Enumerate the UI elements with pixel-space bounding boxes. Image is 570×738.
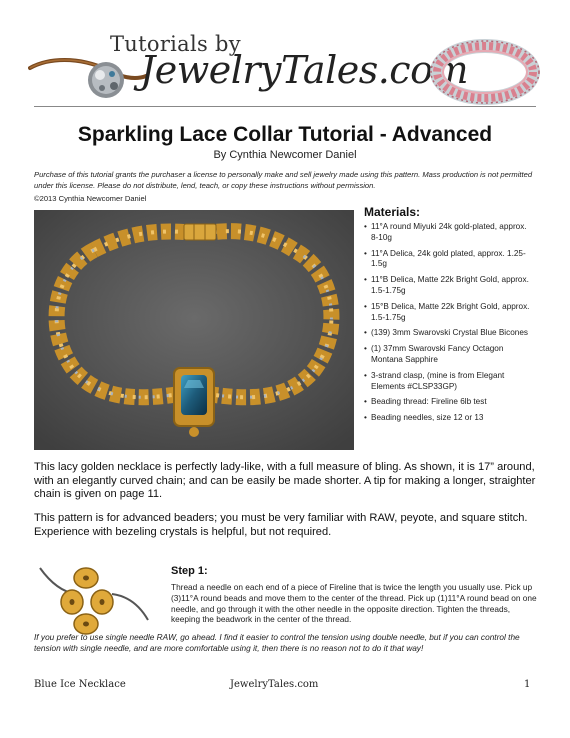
materials-item: • 3-strand clasp, (mine is from Elegant Elements #CLSP33GP) [364, 371, 536, 393]
author-byline: By Cynthia Newcomer Daniel [213, 149, 357, 161]
tutorials-by-label: Tutorials by [110, 32, 241, 56]
page-title: Sparkling Lace Collar Tutorial - Advanced [77, 123, 493, 146]
single-needle-note: If you prefer to use single needle RAW, go ahead. I find it easier to control the tension using double needle, but if you can control the tension with single needle, and are more comfortable using it, then there is no reason not to do it that way! [34, 632, 520, 654]
materials-item: • (139) 3mm Swarovski Crystal Blue Bicones [364, 328, 536, 339]
bracelet-image [430, 34, 540, 106]
step1-heading: Step 1: [171, 565, 208, 577]
footer-site: JewelryTales.com [230, 679, 319, 690]
materials-item: • 11°B Delica, Matte 22k Bright Gold, approx. 1.5-1.75g [364, 275, 536, 297]
materials-item: • 11°A Delica, 24k gold plated, approx. 1.25-1.5g [364, 249, 536, 271]
license-notice: Purchase of this tutorial grants the purchaser a license to personally make and sell jewelry made using this pattern. Mass production is not permitted under this license. Please do not distribute, lend, teach, or copy these instructions without permission. [34, 170, 533, 190]
necklace-photo [34, 210, 354, 450]
header-divider [34, 106, 536, 107]
footer-project-name: Blue Ice Necklace [34, 679, 126, 690]
materials-item: • Beading thread: Fireline 6lb test [364, 397, 536, 408]
intro-paragraph: This lacy golden necklace is perfectly lady-like, with a full measure of bling. As shown, it is 17” around, with an elegantly curved chain; and can be easily be made shorter. A tip for making a longer, straighter chain is given on page 11. [34, 461, 536, 500]
page-number: 1 [524, 679, 531, 690]
brand-logo-text: JewelryTales.com [140, 48, 468, 92]
materials-item: • 11°A round Miyuki 24k gold-plated, approx. 8-10g [364, 222, 536, 244]
step1-instructions: Thread a needle on each end of a piece of Fireline that is twice the length you usually use. Pick up (3)11°A round beads and move them to the center of the thread. Pick up (1)11°A round bead on one needle, and go through it with the other needle in the opposite direction. Tighten the threads, keeping the beadwork in the center of the thread. [171, 582, 537, 625]
materials-heading: Materials: [364, 205, 421, 219]
materials-item: • 15°B Delica, Matte 22k Bright Gold, approx. 1.5-1.75g [364, 302, 536, 324]
materials-list [364, 222, 536, 424]
materials-section [364, 205, 536, 429]
copyright-notice: ©2013 Cynthia Newcomer Daniel [34, 194, 147, 203]
materials-item: • Beading needles, size 12 or 13 [364, 413, 536, 424]
bead-diagram [36, 562, 152, 636]
skill-paragraph: This pattern is for advanced beaders; you must be very familiar with RAW, peyote, and square stitch. Experience with bezeling crystals is helpful, but not required. [34, 512, 528, 538]
materials-item: • (1) 37mm Swarovski Fancy Octagon Montana Sapphire [364, 344, 536, 366]
